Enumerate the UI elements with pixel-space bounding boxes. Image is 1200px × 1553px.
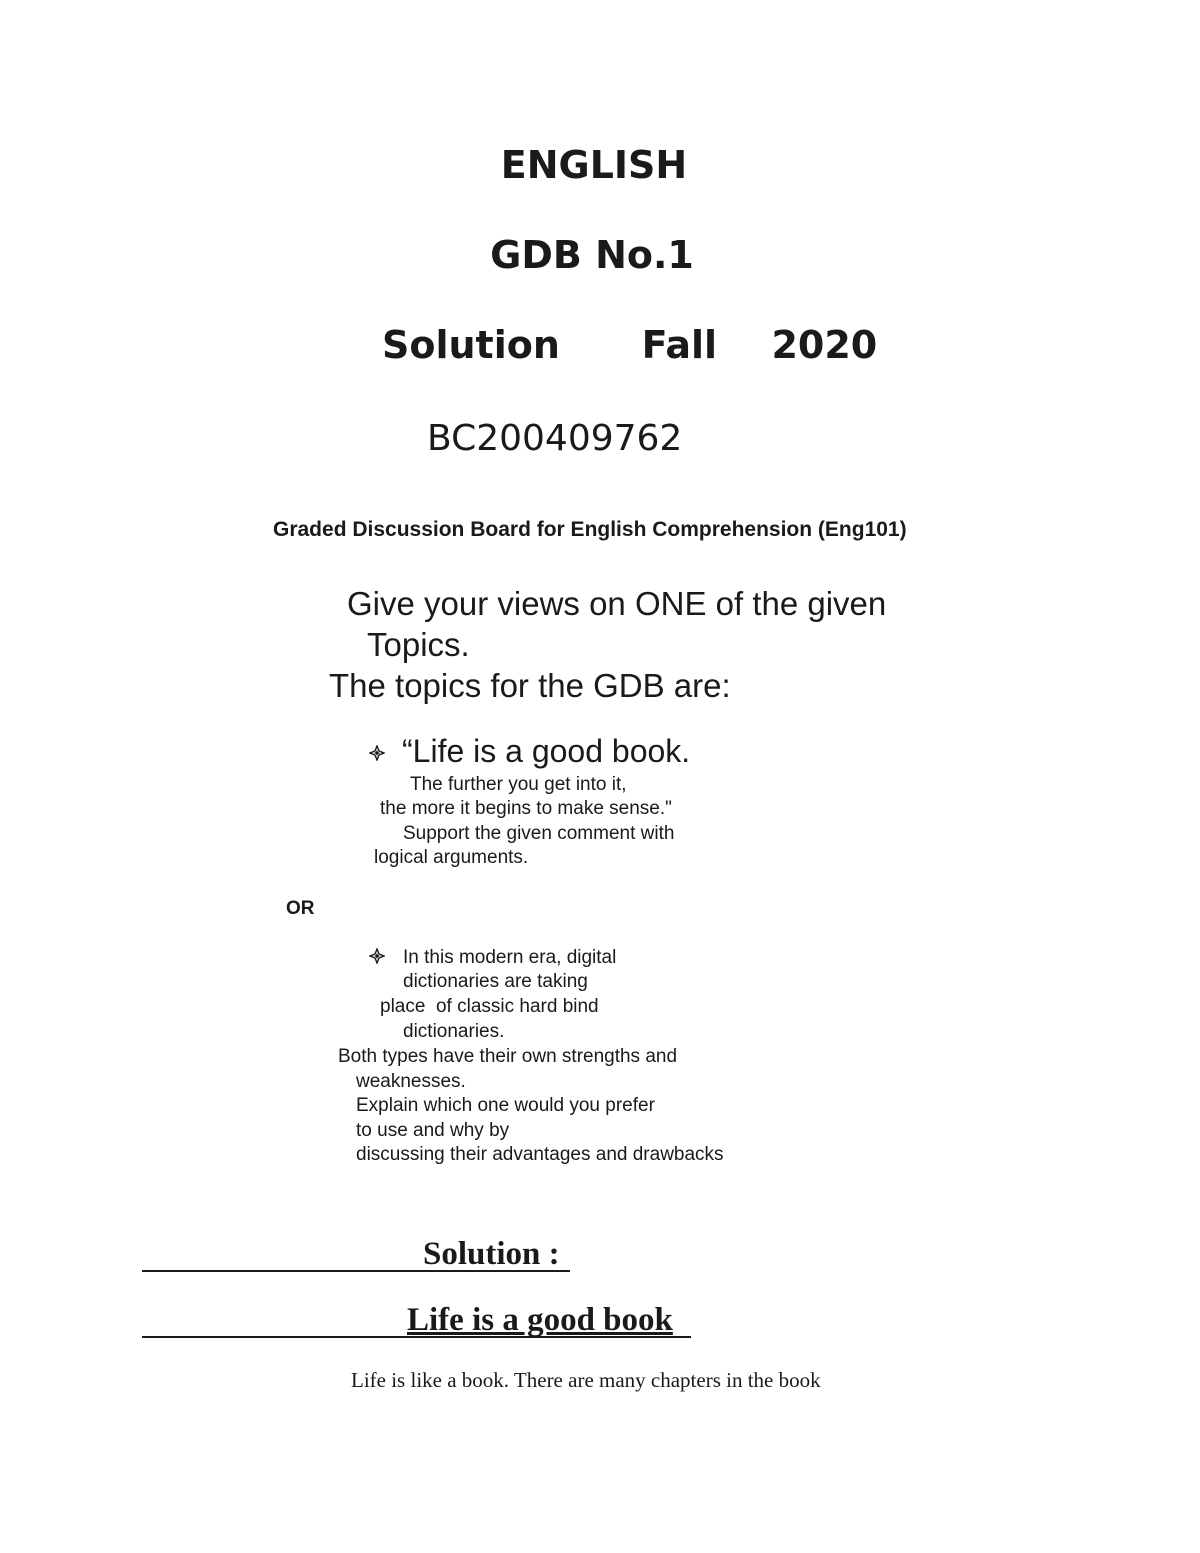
topic2-line: Explain which one would you prefer (356, 1095, 655, 1116)
subject-title: ENGLISH (500, 143, 688, 187)
solution-label: Solution : (423, 1236, 560, 1272)
instruction-line-1: Give your views on ONE of the given (347, 585, 887, 622)
topic2-line: discussing their advantages and drawbacks (356, 1144, 724, 1165)
gdb-number-title: GDB No.1 (490, 233, 694, 277)
diamond-bullet-icon (369, 948, 385, 969)
instruction-line-3: The topics for the GDB are: (329, 667, 731, 704)
instruction-line-2: Topics. (367, 626, 470, 663)
diamond-bullet-icon (369, 948, 385, 964)
topic2-line: dictionaries are taking (403, 971, 588, 992)
topic1-line: The further you get into it, (410, 774, 627, 795)
topic1-heading: “Life is a good book. (402, 733, 691, 769)
diamond-bullet-icon (369, 745, 385, 761)
topic2-line: place of classic hard bind (380, 996, 599, 1017)
topic2-line: dictionaries. (403, 1021, 505, 1042)
topic2-line: Both types have their own strengths and (338, 1046, 678, 1067)
student-id: BC200409762 (427, 418, 683, 459)
topic2-line: to use and why by (356, 1120, 510, 1141)
document-subtitle: Graded Discussion Board for English Comprehension (Eng101) (273, 518, 907, 541)
or-separator: OR (286, 898, 315, 919)
topic2-line: In this modern era, digital (403, 947, 617, 968)
topic1-line: the more it begins to make sense." (380, 798, 672, 819)
diamond-bullet-icon (369, 745, 385, 766)
solution-term-title: Solution Fall 2020 (382, 323, 878, 367)
topic2-line: weaknesses. (356, 1071, 466, 1092)
solution-topic-heading: Life is a good book (407, 1302, 673, 1338)
topic1-line: logical arguments. (374, 847, 529, 868)
topic1-line: Support the given comment with (403, 823, 675, 844)
solution-body-text: Life is like a book. There are many chapters in the book (351, 1368, 821, 1392)
